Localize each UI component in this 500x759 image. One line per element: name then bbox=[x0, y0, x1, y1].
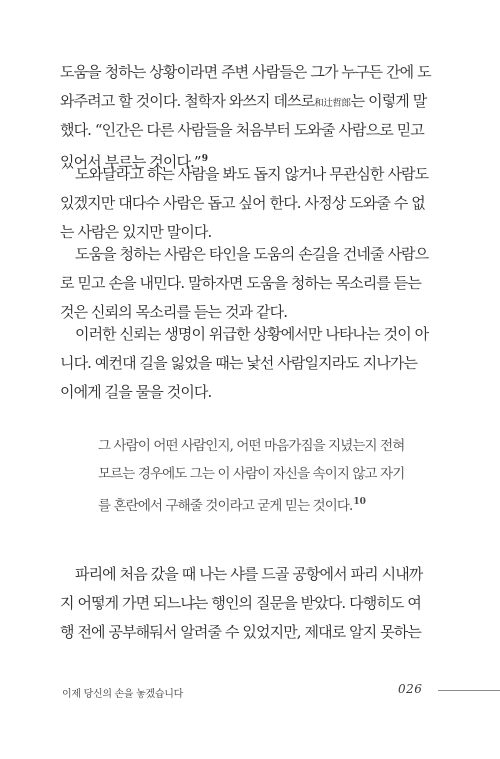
paragraph-3 bbox=[60, 240, 429, 327]
text-line: 는 사람은 있지만 말이다. bbox=[60, 223, 212, 241]
hanja-name: 和辻哲郎 bbox=[314, 98, 351, 109]
text-line: 행 전에 공부해둬서 알려줄 수 있었지만, 제대로 알지 못하는 bbox=[60, 623, 421, 641]
text-segment: 를 혼란에서 구해줄 것이라고 굳게 믿는 것이다. bbox=[98, 498, 353, 514]
text-line: 지 어떻게 가면 되느냐는 행인의 질문을 받았다. 다행히도 여 bbox=[60, 594, 421, 612]
text-line: 것은 신뢰의 목소리를 듣는 것과 같다. bbox=[60, 303, 288, 321]
text-line: 있겠지만 대다수 사람은 돕고 싶어 한다. 사정상 도와줄 수 없 bbox=[60, 194, 425, 212]
footer-divider bbox=[438, 690, 500, 691]
text-line: 했다. “인간은 다른 사람들을 처음부터 도와줄 사람으로 믿고 bbox=[60, 121, 424, 139]
text-line: 이러한 신뢰는 생명이 위급한 상황에서만 나타나는 것이 아 bbox=[75, 325, 429, 343]
text-segment: 는 이렇게 말 bbox=[350, 92, 427, 110]
text-line bbox=[60, 87, 427, 116]
running-footer-title: 이제 당신의 손을 놓겠습니다 bbox=[62, 689, 183, 700]
text-line: 도와달라고 하는 사람을 봐도 돕지 않거나 무관심한 사람도 bbox=[75, 165, 429, 183]
text-line: 니다. 예컨대 길을 잃었을 때는 낯선 사람일지라도 지나가는 bbox=[60, 354, 418, 372]
text-segment: 있어서 부르는 것이다.” bbox=[60, 153, 201, 171]
footnote-marker: 9 bbox=[201, 154, 208, 164]
text-line: 로 믿고 손을 내민다. 말하자면 도움을 청하는 목소리를 듣는 bbox=[60, 274, 421, 292]
quote-line bbox=[98, 488, 428, 516]
text-line: 파리에 처음 갔을 때 나는 샤를 드골 공항에서 파리 시내까 bbox=[75, 565, 423, 583]
quote-line: 그 사람이 어떤 사람인지, 어떤 마음가짐을 지녔는지 전혀 bbox=[98, 438, 405, 454]
paragraph-5 bbox=[60, 560, 422, 647]
footnote-marker: 10 bbox=[353, 497, 366, 507]
page-number: 026 bbox=[398, 682, 423, 696]
text-segment: 와주려고 할 것이다. 철학자 와쓰지 데쓰로 bbox=[60, 92, 315, 110]
block-quote bbox=[98, 432, 428, 516]
text-line: 도움을 청하는 상황이라면 주변 사람들은 그가 누구든 간에 도 bbox=[60, 63, 431, 81]
text-line: 이에게 길을 물을 것이다. bbox=[60, 383, 212, 401]
quote-line: 모르는 경우에도 그는 이 사람이 자신을 속이지 않고 자기 bbox=[98, 466, 405, 482]
paragraph-2 bbox=[60, 160, 429, 247]
text-line: 도움을 청하는 사람은 타인을 도움의 손길을 건네줄 사람으 bbox=[75, 245, 429, 263]
paragraph-4 bbox=[60, 320, 429, 407]
